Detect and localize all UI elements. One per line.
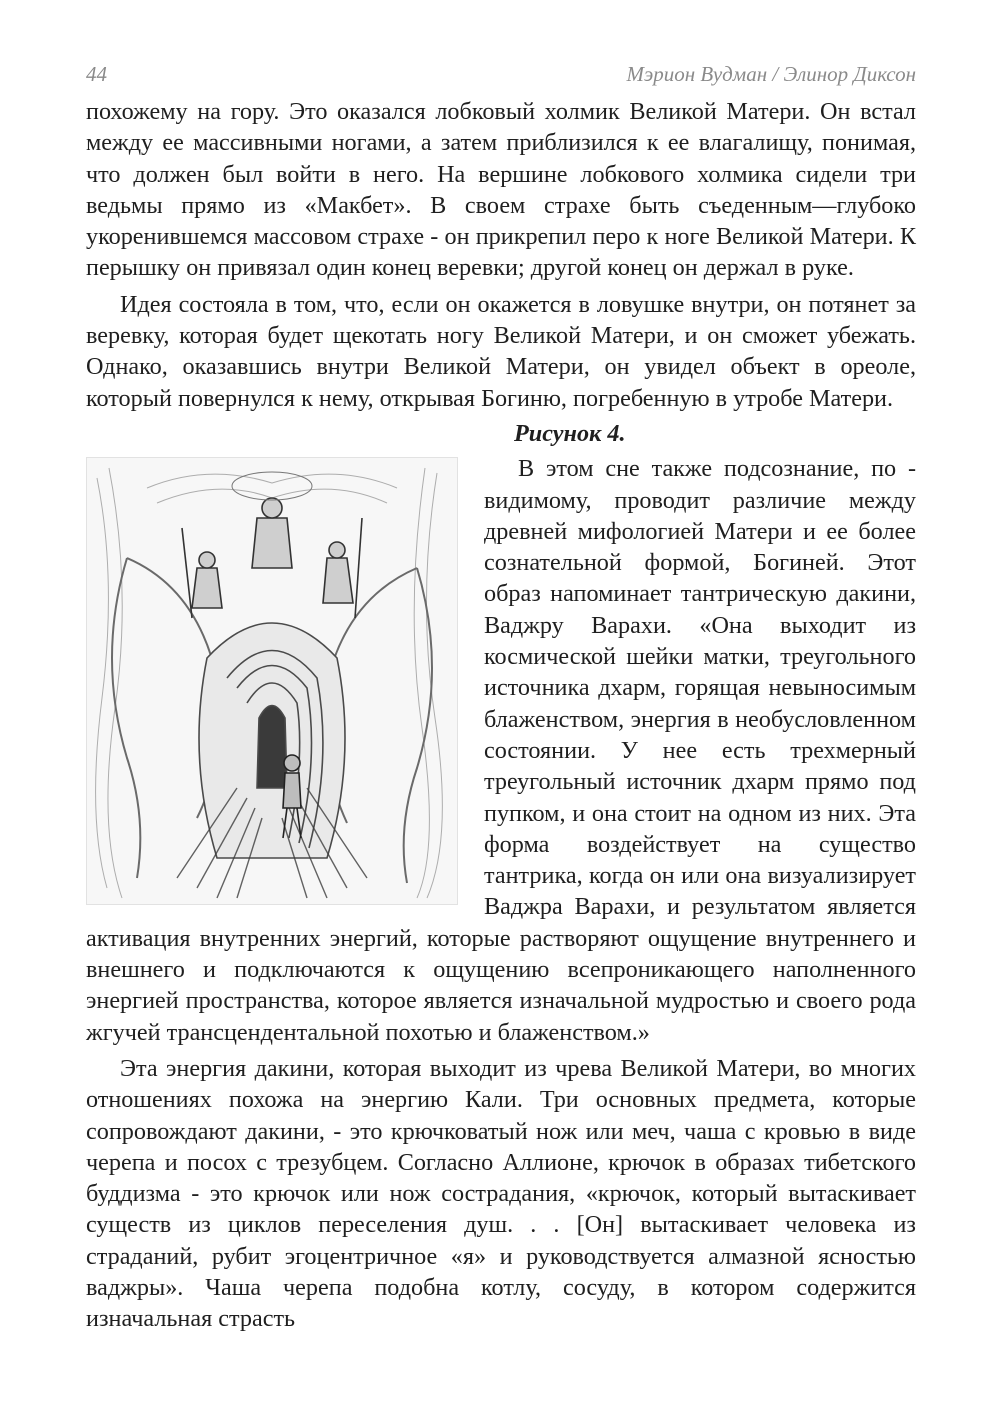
pencil-drawing-figure-icon <box>86 457 458 905</box>
figure-wrap <box>86 453 916 1048</box>
page-number: 44 <box>86 62 107 86</box>
figure-caption: Рисунок 4. <box>514 419 626 447</box>
running-header <box>86 62 916 87</box>
running-title: Мэрион Вудман / Элинор Диксон <box>626 62 916 86</box>
body-text <box>86 96 916 1335</box>
paragraph-1: похожему на гору. Это оказался лобковый холмик Великой Матери. Он встал между ее массивными ногами, а затем приблизился к ее влагалищу, понимая, что должен был войти в него. На вершине лобкового холмика сидели три ведьмы прямо из «Макбет». В своем страхе быть съеденным—глубоко укоренившемся массовом страхе - он прикрепил перо к ноге Великой Матери. К перышку он привязал один конец веревки; другой конец он держал в руке. <box>86 98 916 282</box>
paragraph-2: Идея состояла в том, что, если он окажется в ловушке внутри, он потянет за веревку, которая будет щекотать ногу Великой Матери, и он сможет убежать. Однако, оказавшись внутри Великой Матери, он увидел объект в ореоле, который повернулся к нему, открывая Богиню, погребенную в утробе Матери. <box>86 290 916 412</box>
paragraph-3: В этом сне также подсознание, по - видимому, проводит различие между древней мифологией Матери и ее более сознательной формой, Богиней. Этот образ напоминает тантрическую дакини, Ваджру Варахи. «Она выходит из космической шейки матки, треугольного источника дхарм, горящая невыносимым блаженством, энергия в необусловленном состоянии. У нее есть трехмерный треугольный источник дхарм прямо под пупком, и она стоит на одном из них. Эта форма воздействует на существо тантрика, когда он или она визуализирует Ваджра Варахи, и результатом является активация внутренних энергий, которые растворяют ощущение внутреннего и внешнего и подключаются к ощущению всепроникающего наполненного энергией пространства, которое является изначальной мудростью и своего рода жгучей трансцендентальной похотью и блаженством.» <box>86 455 916 1046</box>
paragraph-4: Эта энергия дакини, которая выходит из чрева Великой Матери, во многих отношениях похожа на энергию Кали. Три основных предмета, которые сопровождают дакини, - это крючковатый нож или меч, чаша с кровью в виде черепа и посох с трезубцем. Согласно Аллионе, крючок в образах тибетского буддизма - это крючок или нож сострадания, «крючок, который вытаскивает существ из циклов переселения душ. . . [Он] вытаскивает человека из страданий, рубит эгоцентричное «я» и руководствуется алмазной ясностью ваджры». Чаша черепа подобна котлу, сосуду, в котором содержится изначальная страсть <box>86 1054 916 1333</box>
